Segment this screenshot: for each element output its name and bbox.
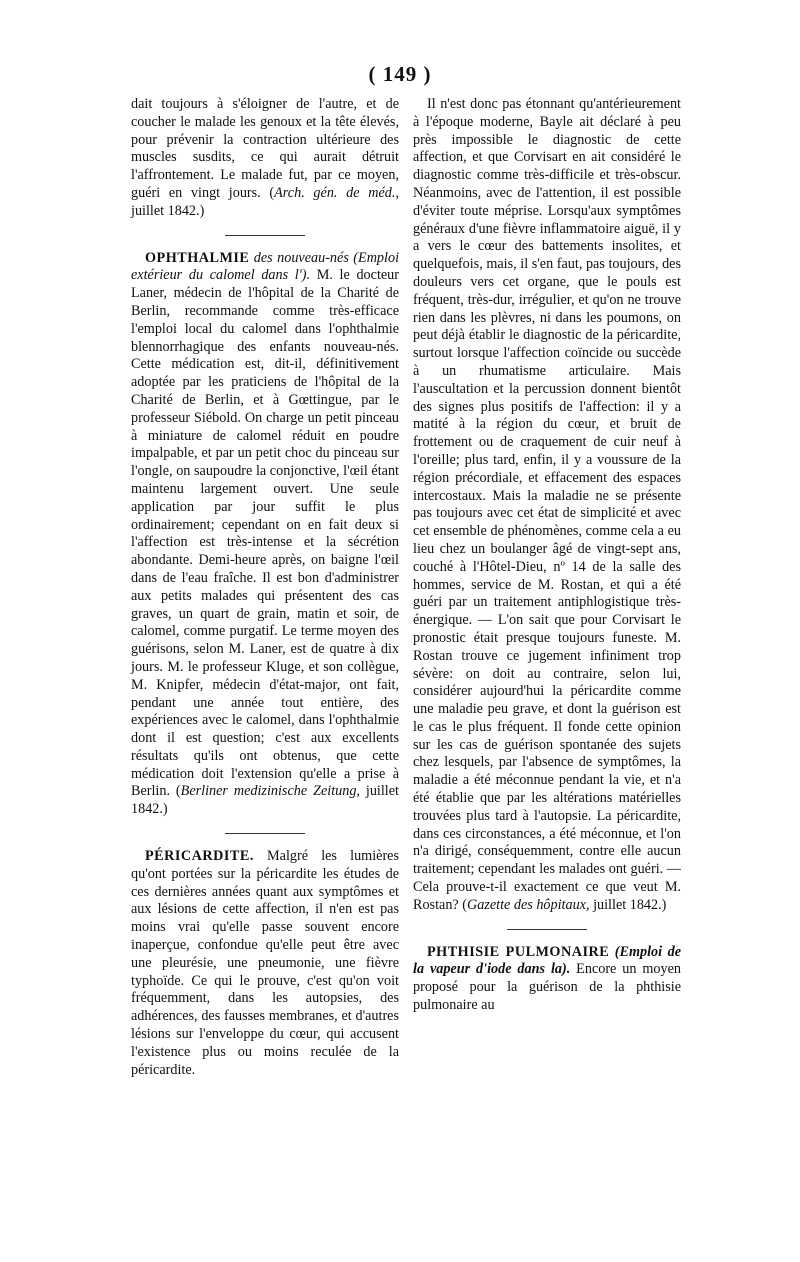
- section-divider: [225, 833, 305, 834]
- ophthalmie-subtitle: (Emploi extérieur du calomel dans l').: [131, 249, 400, 284]
- intro-source: Arch. gén. de méd.: [274, 184, 396, 201]
- phthisie-subtitle: (Emploi de la vapeur d'iode dans la).: [413, 943, 681, 978]
- pericardite-continuation: [413, 96, 681, 915]
- ophthalmie-source: Berliner medizinische Zeitung: [180, 783, 357, 800]
- section-divider: [507, 929, 587, 930]
- intro-date: , juillet 1842.): [131, 184, 399, 219]
- ophthalmie-subheading: des nouveau-nés: [253, 249, 349, 266]
- intro-paragraph: [131, 96, 399, 221]
- pericardite-date: , juillet 1842.): [585, 896, 667, 913]
- pericardite-cont-text: Il n'est donc pas étonnant qu'antérieurement à l'époque moderne, Bayle ait déclaré à peu près impossible le diagnostic de cette affection, et que Corvisart en ait considéré le diagnostic comme très-difficile et très-obscur. Néanmoins, avec de l'attention, il est possible d'éviter toute méprise. Lorsqu'aux symptômes généraux d'une fièvre inflammatoire aiguë, il y a vers le cœur des battements insolites, et quelquefois, mais, il s'en faut, pas toujours, des douleurs vers cet organe, que le pouls est fréquent, très-dur, irrégulier, et qu'on ne trouve rien dans les plèvres, ni dans les poumons, on peut déjà établir le diagnostic de la péricardite, surtout lorsque l'affection coïncide ou succède à un rhumatisme articulaire. Mais l'auscultation et la percussion donnent bientôt des signes plus positifs de l'affection: il y a matité à la région du cœur, et bruit de frottement ou de craquement de cuir neuf à l'oreille; plus tard, enfin, il y a voussure de la région précordiale, et effacement des espaces intercostaux. Mais la maladie ne se présente pas toujours avec cet état de simplicité et avec cet ensemble de phénomènes, comme cela a eu lieu chez un boulanger âgé de vingt-sept ans, couché à l'Hôtel-Dieu, nº 14 de la salle des hommes, service de M. Rostan, et qui a été guéri par un traitement antiphlogistique très-énergique. — L'on sait que pour Corvisart le pronostic était presque toujours funeste. M. Rostan trouve ce jugement infiniment trop sévère: on doit au contraire, selon lui, considérer aujourd'hui la péricardite comme une maladie peu grave, et dont la guérison est le cas le plus fréquent. Il fonde cette opinion sur les cas de guérison spontanée des sujets chez lesquels, par l'absence de symptômes, la maladie a été méconnue pendant la vie, et n'a été établie que par les altérations matérielles trouvées plus tard à l'autopsie. La péricardite, dans ces circonstances, a été méconnue, et l'on n'a dirigé, conséquemment, contre elle aucun traitement; cependant les malades ont guéri. — Cela prouve-t-il exactement ce que veut M. Rostan? (: [413, 96, 681, 913]
- pericardite-body: Malgré les lumières qu'ont portées sur la péricardite les études de ces dernières années quant aux symptômes et aux lésions de cette affection, il n'en est pas moins vrai qu'elle passe souvent encore inaperçue, confondue qu'elle peut être avec une pleurésie, une pneumonie, une fièvre typhoïde. Ce qui le prouve, c'est qu'on voit fréquemment, dans les autopsies, des adhérences, des fausses membranes, et d'autres lésions sur l'enveloppe du cœur, qui accusent l'existence plus ou moins reculée de la péricardite.: [131, 848, 399, 1078]
- pericardite-heading: PÉRICARDITE.: [145, 848, 254, 865]
- ophthalmie-body: M. le docteur Laner, médecin de l'hôpital de la Charité de Berlin, recommande comme très-efficace l'emploi local du calomel dans l'ophthalmie blennorrhagique des enfants nouveau-nés. Cette médication est, dit-il, définitivement adoptée par les praticiens de l'hôpital de la Charité de Berlin, et à Gœttingue, par le professeur Siébold. On charge un petit pinceau à miniature de calomel réduit en poudre impalpable, et par un petit choc du pinceau sur l'ongle, on saupoudre la conjonctive, l'œil étant maintenu largement ouvert. Une seule application par jour suffit le plus ordinairement; cependant on en fait deux si l'affection est très-intense et la sécrétion abondante. Demi-heure après, on baigne l'œil dans de l'eau fraîche. Il est bon d'administrer aux petits malades qui présentent des cas graves, un quart de grain, matin et soir, de calomel, comme purgatif. Le terme moyen des guérisons, selon M. Laner, est de quatre à dix jours. M. le professeur Kluge, et son collègue, M. Knipfer, médecin d'état-major, ont fait, pendant une année tout entière, des expériences avec le calomel, dans l'ophthalmie dont il est question; c'est aux excellents résultats qu'ils ont obtenus, que cette médication doit l'extension qu'elle a prise à Berlin. (: [131, 267, 399, 800]
- phthisie-article: [413, 944, 681, 1015]
- right-column: [413, 96, 681, 1015]
- phthisie-heading: PHTHISIE PULMONAIRE: [427, 943, 610, 960]
- pericardite-article: [131, 848, 399, 1079]
- ophthalmie-heading: OPHTHALMIE: [145, 249, 250, 266]
- intro-text: dait toujours à s'éloigner de l'autre, et de coucher le malade les genoux et la tête élevés, pour prévenir la contraction ultérieure des muscles susdits, ce qui aurait détruit l'affrontement. Le malade fut, par ce moyen, guéri en vingt jours. (: [131, 96, 399, 201]
- section-divider: [225, 235, 305, 236]
- ophthalmie-date: , juillet 1842.): [131, 783, 399, 818]
- page-number: ( 149 ): [368, 62, 432, 86]
- ophthalmie-article: [131, 250, 399, 820]
- phthisie-body: Encore un moyen proposé pour la guérison de la phthisie pulmonaire au: [413, 961, 681, 1014]
- pericardite-source: Gazette des hôpitaux: [466, 896, 586, 913]
- left-column: [131, 96, 399, 1079]
